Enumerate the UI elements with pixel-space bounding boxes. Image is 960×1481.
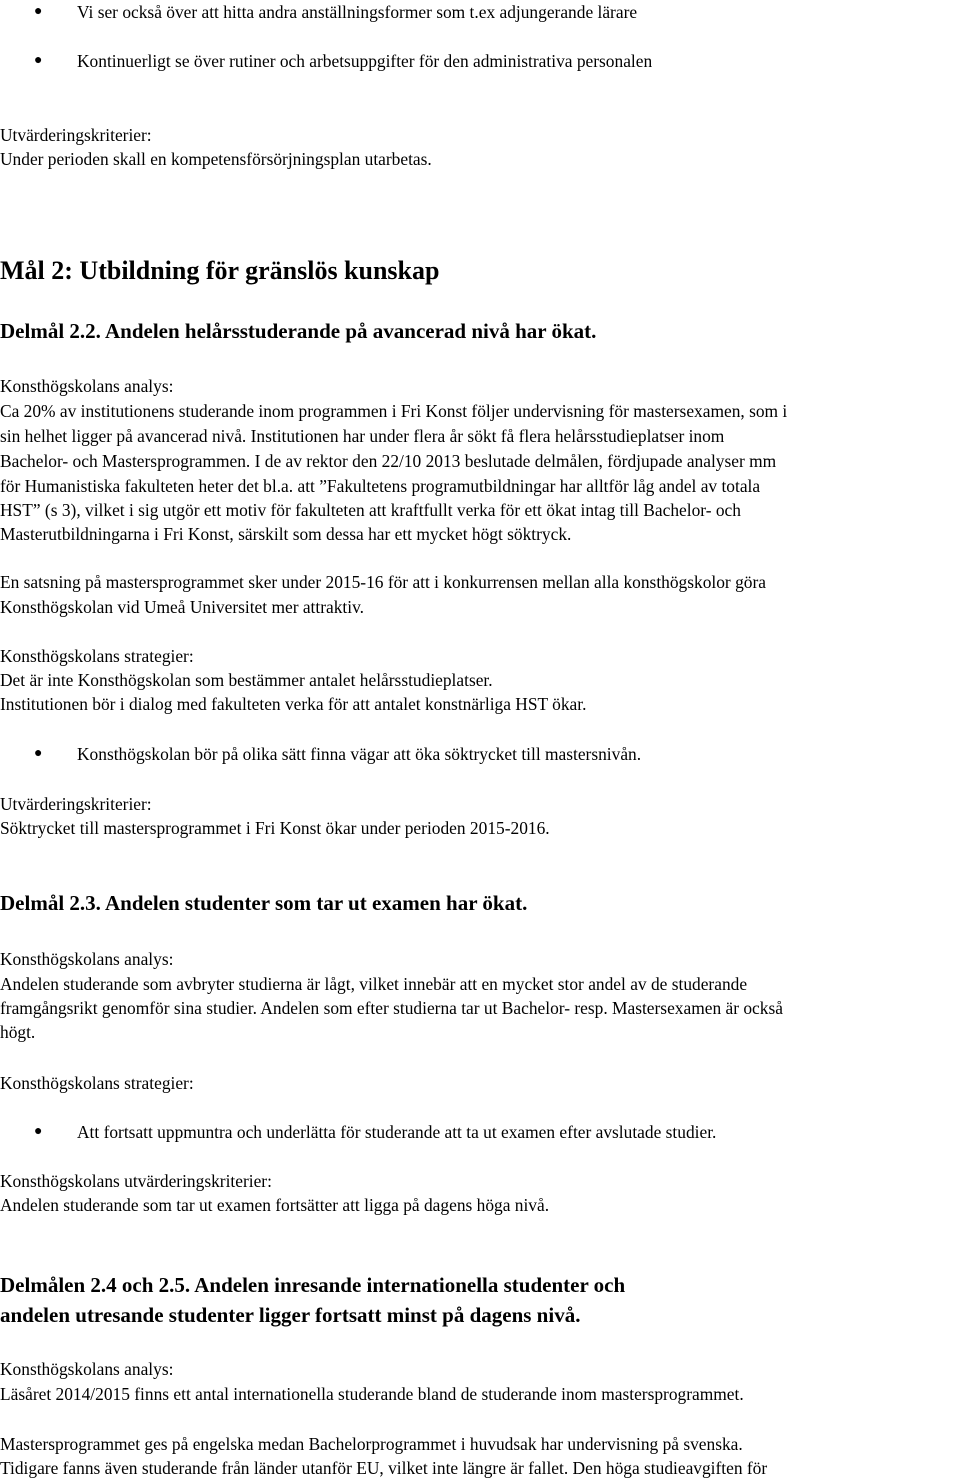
analysis-line: Läsåret 2014/2015 finns ett antal internationella studerande bland de studerande inom mastersprogrammet. xyxy=(0,1384,744,1404)
paragraph-line: Konsthögskolan vid Umeå Universitet mer attraktiv. xyxy=(0,597,364,617)
analysis-line: högt. xyxy=(0,1022,36,1042)
bullet-text: Att fortsatt uppmuntra och underlätta för studerande att ta ut examen efter avslutade studier. xyxy=(77,1122,717,1142)
analysis-line: Masterutbildningarna i Fri Konst, särskilt som dessa har ett mycket högt söktryck. xyxy=(0,524,572,544)
paragraph-line: Tidigare fanns även studerande från länder utanför EU, vilket inte längre är fallet. Den höga studieavgiften för xyxy=(0,1458,768,1478)
bullet-icon: ● xyxy=(34,746,43,761)
strategy-label: Konsthögskolans strategier: xyxy=(0,1073,194,1093)
analysis-label: Konsthögskolans analys: xyxy=(0,1359,174,1379)
criteria-text: Söktrycket till mastersprogrammet i Fri Konst ökar under perioden 2015-2016. xyxy=(0,818,550,838)
bullet-icon: ● xyxy=(34,4,43,19)
bullet-icon: ● xyxy=(34,1124,43,1139)
criteria-label: Utvärderingskriterier: xyxy=(0,794,152,814)
bullet-text: Konsthögskolan bör på olika sätt finna vägar att öka söktrycket till mastersnivån. xyxy=(77,744,642,764)
analysis-line: HST” (s 3), vilket i sig utgör ett motiv för fakulteten att kraftfullt verka för ett ökat intag till Bachelor- och xyxy=(0,500,741,520)
bullet-text: Vi ser också över att hitta andra anställningsformer som t.ex adjungerande lärare xyxy=(77,2,638,22)
criteria-label: Utvärderingskriterier: xyxy=(0,125,152,145)
bullet-icon: ● xyxy=(34,53,43,68)
goal-heading: Mål 2: Utbildning för gränslös kunskap xyxy=(0,256,440,285)
subgoal-heading: Delmål 2.3. Andelen studenter som tar ut examen har ökat. xyxy=(0,891,528,915)
analysis-line: för Humanistiska fakulteten heter det bl.a. att ”Fakultetens programutbildningar har alltför låg andel av totala xyxy=(0,476,761,496)
analysis-label: Konsthögskolans analys: xyxy=(0,949,174,969)
paragraph-line: En satsning på mastersprogrammet sker under 2015-16 för att i konkurrensen mellan alla konsthögskolor göra xyxy=(0,572,766,592)
subgoal-heading: Delmålen 2.4 och 2.5. Andelen inresande internationella studenter och xyxy=(0,1273,626,1297)
criteria-text: Andelen studerande som tar ut examen fortsätter att ligga på dagens höga nivå. xyxy=(0,1195,550,1215)
strategy-line: Institutionen bör i dialog med fakulteten verka för att antalet konstnärliga HST ökar. xyxy=(0,694,587,714)
strategy-line: Det är inte Konsthögskolan som bestämmer antalet helårsstudieplatser. xyxy=(0,670,493,690)
analysis-line: Bachelor- och Mastersprogrammen. I de av rektor den 22/10 2013 beslutade delmålen, fördjupade analyser mm xyxy=(0,451,777,471)
subgoal-heading: andelen utresande studenter ligger fortsatt minst på dagens nivå. xyxy=(0,1303,581,1327)
bullet-text: Kontinuerligt se över rutiner och arbetsuppgifter för den administrativa personalen xyxy=(77,51,653,71)
criteria-label: Konsthögskolans utvärderingskriterier: xyxy=(0,1171,272,1191)
analysis-line: Ca 20% av institutionens studerande inom programmen i Fri Konst följer undervisning för mastersexamen, som i xyxy=(0,401,788,421)
analysis-line: Andelen studerande som avbryter studierna är lågt, vilket innebär att en mycket stor andel av de studerande xyxy=(0,974,748,994)
strategy-label: Konsthögskolans strategier: xyxy=(0,646,194,666)
criteria-text: Under perioden skall en kompetensförsörjningsplan utarbetas. xyxy=(0,149,432,169)
subgoal-heading: Delmål 2.2. Andelen helårsstuderande på avancerad nivå har ökat. xyxy=(0,319,597,343)
analysis-line: sin helhet ligger på avancerad nivå. Institutionen har under flera år sökt få flera helårsstudieplatser inom xyxy=(0,426,725,446)
analysis-label: Konsthögskolans analys: xyxy=(0,376,174,396)
paragraph-line: Mastersprogrammet ges på engelska medan Bachelorprogrammet i huvudsak har undervisning på svenska. xyxy=(0,1434,743,1454)
analysis-line: framgångsrikt genomför sina studier. Andelen som efter studierna tar ut Bachelor- resp. Mastersexamen är också xyxy=(0,998,783,1018)
